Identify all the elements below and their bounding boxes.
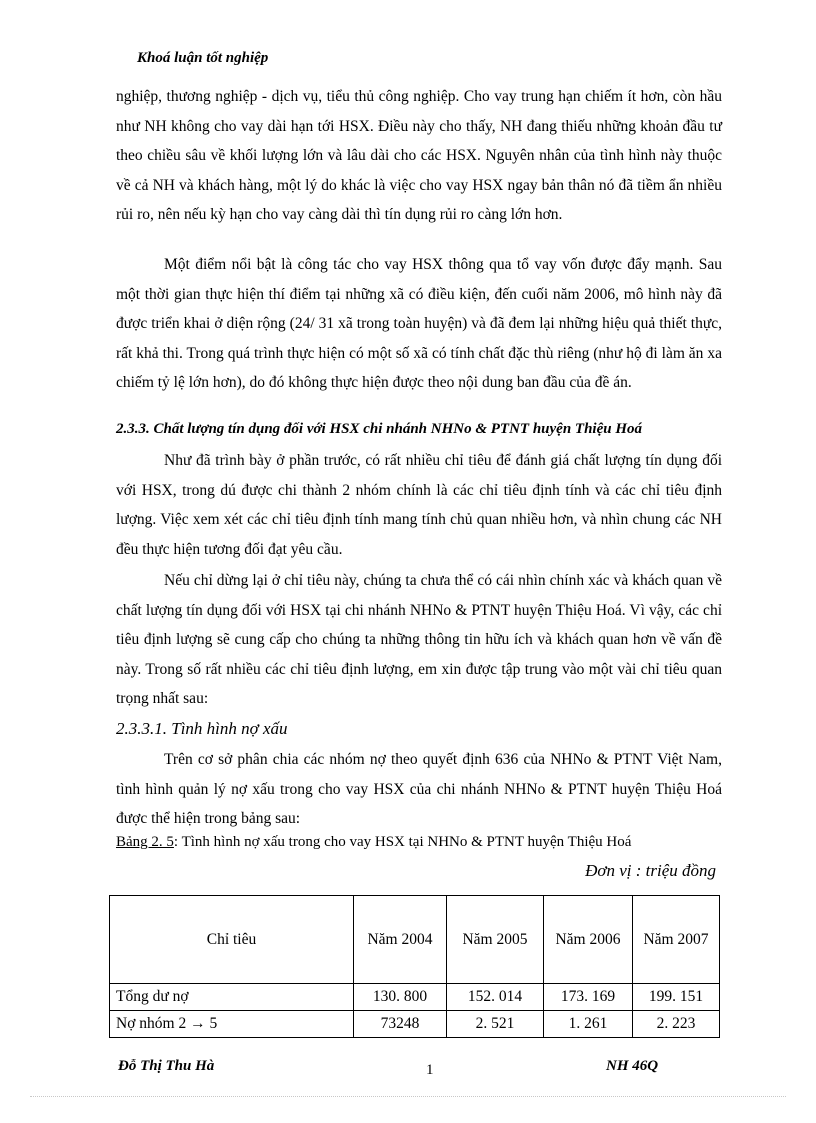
paragraph-2: Một điểm nổi bật là công tác cho vay HSX thông qua tổ vay vốn được đẩy mạnh. Sau một thời gian thực hiện thí điểm tại những xã có điều kiện, đến cuối năm 2006, mô hình này đã được triển khai ở diện rộng (24/ 31 xã trong toàn huyện) và đã đem lại những hiệu quả thiết thực, rất khả thi. Trong quá trình thực hiện có một số xã có tính chất đặc thù riêng (như hộ đi làm ăn xa chiếm tỷ lệ lớn hơn), do đó không thực hiện được theo nội dung ban đầu của đề án. <box>116 256 722 392</box>
table-unit: Đơn vị : triệu đồng <box>585 861 716 880</box>
paragraph-3: Như đã trình bày ở phần trước, có rất nhiều chỉ tiêu để đánh giá chất lượng tín dụng đối với HSX, trong dú được chi thành 2 nhóm chính là các chỉ tiêu định tính và các chỉ tiêu định lượng. Việc xem xét các chỉ tiêu định tính mang tính chủ quan nhiều hơn, và nhìn chung các NH đều thực hiện tương đối đạt yêu cầu. <box>116 452 722 558</box>
table-cell: Nợ nhóm 2 → 5 <box>110 1011 354 1038</box>
table-cell: 73248 <box>354 1011 447 1038</box>
page-number: 1 <box>426 1062 434 1078</box>
table-cell: 130. 800 <box>354 984 447 1011</box>
table-cell: 1. 261 <box>544 1011 633 1038</box>
document-header: Khoá luận tốt nghiệp <box>137 50 269 66</box>
subsection-heading: 2.3.3.1. Tình hình nợ xấu <box>116 719 288 738</box>
column-header: Chỉ tiêu <box>110 896 354 984</box>
table-row <box>110 1011 720 1038</box>
table-caption-text: : Tình hình nợ xấu trong cho vay HSX tại NHNo & PTNT huyện Thiệu Hoá <box>173 834 632 850</box>
table-cell: 173. 169 <box>544 984 633 1011</box>
column-header: Năm 2004 <box>354 896 447 984</box>
footer-class-code: NH 46Q <box>606 1058 659 1074</box>
table-cell: Tổng dư nợ <box>110 984 354 1011</box>
table-row <box>110 984 720 1011</box>
paragraph-1: nghiệp, thương nghiệp - dịch vụ, tiểu thủ công nghiệp. Cho vay trung hạn chiếm ít hơn, còn hầu như NH không cho vay dài hạn tới HSX. Điều này cho thấy, NH đang thiếu những khoản đầu tư theo chiều sâu về khối lượng lớn và lâu dài cho các HSX. Nguyên nhân của tình hình này thuộc về cả NH và khách hàng, một lý do khác là việc cho vay HSX ngay bản thân nó đã tiềm ẩn nhiều rủi ro, nên nếu kỳ hạn cho vay càng dài thì tín dụng rủi ro càng lớn hơn. <box>116 88 722 224</box>
table-caption-label: Bảng 2. 5 <box>116 834 174 850</box>
table-caption <box>116 834 631 851</box>
table-cell: 2. 521 <box>447 1011 544 1038</box>
table-header-row <box>110 896 720 984</box>
column-header: Năm 2007 <box>633 896 720 984</box>
page-divider <box>30 1096 786 1097</box>
table-cell: 152. 014 <box>447 984 544 1011</box>
table-cell: 2. 223 <box>633 1011 720 1038</box>
paragraph-5: Trên cơ sở phân chia các nhóm nợ theo quyết định 636 của NHNo & PTNT Việt Nam, tình hình quản lý nợ xấu trong cho vay HSX của chi nhánh NHNo & PTNT huyện Thiệu Hoá được thể hiện trong bảng sau: <box>116 751 722 828</box>
column-header: Năm 2006 <box>544 896 633 984</box>
section-heading: 2.3.3. Chất lượng tín dụng đối với HSX chi nhánh NHNo & PTNT huyện Thiệu Hoá <box>116 421 643 437</box>
bad-debt-table <box>109 895 720 1038</box>
column-header: Năm 2005 <box>447 896 544 984</box>
paragraph-4: Nếu chỉ dừng lại ở chỉ tiêu này, chúng ta chưa thể có cái nhìn chính xác và khách quan về chất lượng tín dụng đối với HSX tại chi nhánh NHNo & PTNT huyện Thiệu Hoá. Vì vậy, các chỉ tiêu định lượng sẽ cung cấp cho chúng ta những thông tin hữu ích và khách quan hơn về vấn đề này. Trong số rất nhiều các chỉ tiêu định lượng, em xin được tập trung vào một vài chỉ tiêu quan trọng nhất sau: <box>116 572 722 708</box>
table-cell: 199. 151 <box>633 984 720 1011</box>
footer-author: Đỗ Thị Thu Hà <box>118 1058 215 1074</box>
